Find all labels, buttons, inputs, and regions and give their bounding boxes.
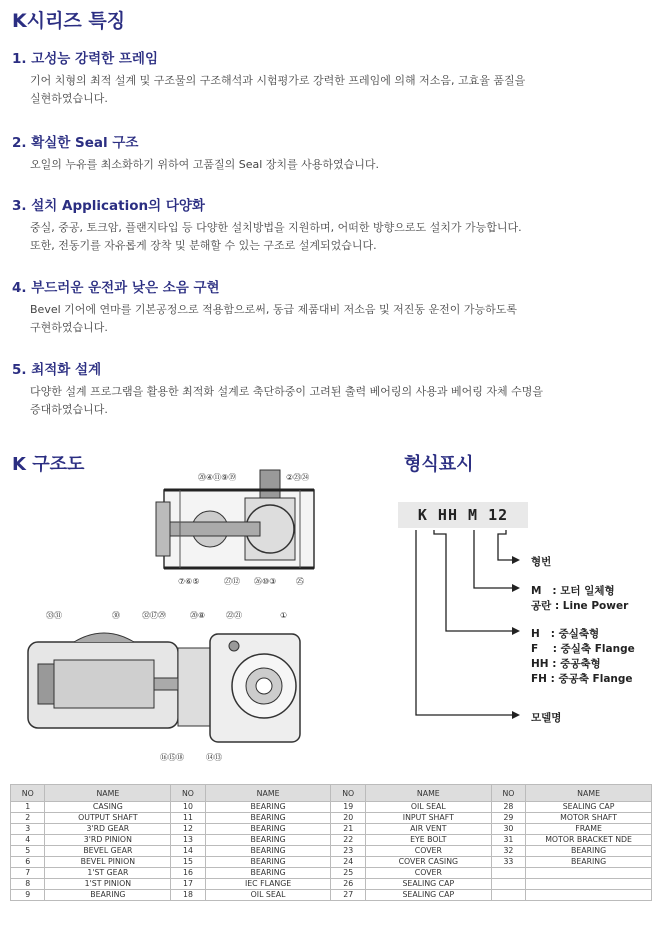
part-number-cell: 13 [171,835,205,846]
part-name-cell: BEARING [205,857,331,868]
part-name-cell: BEARING [205,835,331,846]
callout-label: ㉗⑫ [224,577,240,586]
table-row [11,824,652,835]
part-number-cell: 6 [11,857,45,868]
feature-3 [12,194,652,255]
feature-heading: 1. 고성능 강력한 프레임 [12,51,158,67]
part-number-cell: 15 [171,857,205,868]
part-number-cell: 17 [171,879,205,890]
part-number-cell: 16 [171,868,205,879]
callout-label: ㉕ [296,577,304,586]
part-name-cell: AIR VENT [365,824,491,835]
part-name-cell: 1'ST PINION [45,879,171,890]
part-number-cell: 22 [331,835,365,846]
part-number-cell: 4 [11,835,45,846]
part-name-cell: BEARING [526,846,652,857]
feature-text: 오일의 누유를 최소화하기 위하여 고품질의 Seal 장치를 사용하였습니다. [30,158,380,171]
part-number-cell: 33 [491,857,525,868]
model-code: K HH M 12 [417,506,509,524]
k-cross-section-bottom-diagram [14,604,314,766]
part-number-cell: 30 [491,824,525,835]
part-number-cell: 25 [331,868,365,879]
feature-heading: 5. 최적화 설계 [12,362,102,378]
header-cell: NO [171,785,205,802]
part-number-cell: 2 [11,813,45,824]
header-cell: NAME [45,785,171,802]
part-name-cell: BEARING [526,857,652,868]
feature-5 [12,358,652,419]
callout-label: ① [280,611,288,620]
part-number-cell: 7 [11,868,45,879]
callout-label: ㉚ [112,611,120,620]
callout-label: ⑭⑬ [206,753,222,762]
part-name-cell: COVER [365,846,491,857]
part-number-cell: 18 [171,890,205,901]
callout-label: ㉖⑩③ [254,577,277,586]
part-name-cell: OUTPUT SHAFT [45,813,171,824]
feature-text: 기어 치형의 최적 설계 및 구조물의 구조해석과 시험평가로 강력한 프레임에 의해 저소음, 고효율 품질을 실현하였습니다. [30,74,526,105]
part-number-cell: 11 [171,813,205,824]
header-cell: NO [331,785,365,802]
model-title: 형식표시 [404,454,474,475]
part-number-cell: 27 [331,890,365,901]
part-name-cell: COVER CASING [365,857,491,868]
part-name-cell: COVER [365,868,491,879]
header-cell: NAME [526,785,652,802]
feature-heading: 3. 설치 Application의 다양화 [12,198,205,214]
callout-label: ㉜⑰㉙ [142,611,166,620]
part-name-cell: BEARING [205,802,331,813]
part-name-cell: BEARING [205,824,331,835]
legend-motor: M : 모터 일체형 공란 : Line Power [531,585,629,612]
part-name-cell: INPUT SHAFT [365,813,491,824]
feature-heading: 2. 확실한 Seal 구조 [12,135,139,151]
part-number-cell: 10 [171,802,205,813]
part-number-cell [491,890,525,901]
callout-label: ⑦⑥⑤ [178,577,200,586]
table-header-row [11,785,652,802]
table-row [11,868,652,879]
header-cell: NAME [365,785,491,802]
part-number-cell: 32 [491,846,525,857]
table-row [11,802,652,813]
part-name-cell: EYE BOLT [365,835,491,846]
part-name-cell [526,868,652,879]
part-number-cell: 21 [331,824,365,835]
part-number-cell: 24 [331,857,365,868]
part-name-cell: SEALING CAP [365,890,491,901]
table-row [11,813,652,824]
part-number-cell: 19 [331,802,365,813]
part-number-cell: 1 [11,802,45,813]
model-legend-arrows [400,528,530,723]
callout-label: ②㉓㉔ [286,473,310,482]
part-name-cell: OIL SEAL [205,890,331,901]
part-number-cell: 26 [331,879,365,890]
part-name-cell: BEARING [45,890,171,901]
callout-label: ⑯⑮⑱ [160,753,184,762]
callout-label: ㉒㉑ [226,611,242,620]
feature-text: Bevel 기어에 연마를 기본공정으로 적용함으로써, 동급 제품대비 저소음 및 저진동 운전이 가능하도록 구현하였습니다. [30,303,518,334]
header-cell: NAME [205,785,331,802]
part-name-cell: SEALING CAP [365,879,491,890]
table-row [11,846,652,857]
part-number-cell: 9 [11,890,45,901]
part-name-cell: BEARING [205,846,331,857]
part-number-cell: 31 [491,835,525,846]
part-name-cell: CASING [45,802,171,813]
callout-label: ⑳⑧ [190,611,206,620]
table-row [11,857,652,868]
callout-label: ⑳④⑪⑨⑲ [198,473,237,482]
part-name-cell: MOTOR SHAFT [526,813,652,824]
legend-model: 모델명 [531,712,562,724]
part-name-cell [526,879,652,890]
part-name-cell: BEARING [205,868,331,879]
feature-4 [12,276,652,337]
part-name-cell: OIL SEAL [365,802,491,813]
legend-shaft: H : 중실축형 F : 중실축 Flange HH : 중공축형 FH : 중공축 Flange [531,628,635,685]
page-title: K시리즈 특징 [12,10,126,32]
part-name-cell: BEARING [205,813,331,824]
callout-label: ㉝㉛ [46,611,62,620]
part-number-cell: 28 [491,802,525,813]
part-number-cell: 8 [11,879,45,890]
feature-text: 다양한 설계 프로그램을 활용한 최적화 설계로 축단하중이 고려된 출력 베어링의 사용과 베어링 자체 수명을 증대하였습니다. [30,385,543,416]
header-cell: NO [11,785,45,802]
feature-text: 중실, 중공, 토크암, 플랜지타입 등 다양한 설치방법을 지원하며, 어떠한 방향으로도 설치가 가능합니다. 또한, 전동기를 자유롭게 장착 및 분해할 수 있는 구조로 설계되었습니다. [30,221,522,252]
part-number-cell: 5 [11,846,45,857]
feature-1 [12,47,652,108]
structure-title: K 구조도 [12,454,85,475]
table-row [11,879,652,890]
header-cell: NO [491,785,525,802]
part-name-cell: 3'RD GEAR [45,824,171,835]
part-name-cell: IEC FLANGE [205,879,331,890]
table-row [11,835,652,846]
k-cross-section-top-diagram [150,462,340,597]
feature-heading: 4. 부드러운 운전과 낮은 소음 구현 [12,280,220,296]
part-name-cell: BEVEL GEAR [45,846,171,857]
part-number-cell: 29 [491,813,525,824]
part-number-cell: 3 [11,824,45,835]
part-name-cell [526,890,652,901]
part-name-cell: 3'RD PINION [45,835,171,846]
part-name-cell: MOTOR BRACKET NDE [526,835,652,846]
part-number-cell: 20 [331,813,365,824]
part-number-cell [491,879,525,890]
part-number-cell: 23 [331,846,365,857]
part-name-cell: 1'ST GEAR [45,868,171,879]
parts-table [10,784,652,901]
part-number-cell [491,868,525,879]
part-number-cell: 14 [171,846,205,857]
legend-size: 형번 [531,556,552,568]
part-name-cell: SEALING CAP [526,802,652,813]
part-number-cell: 12 [171,824,205,835]
part-name-cell: FRAME [526,824,652,835]
table-row [11,890,652,901]
feature-2 [12,131,652,174]
part-name-cell: BEVEL PINION [45,857,171,868]
